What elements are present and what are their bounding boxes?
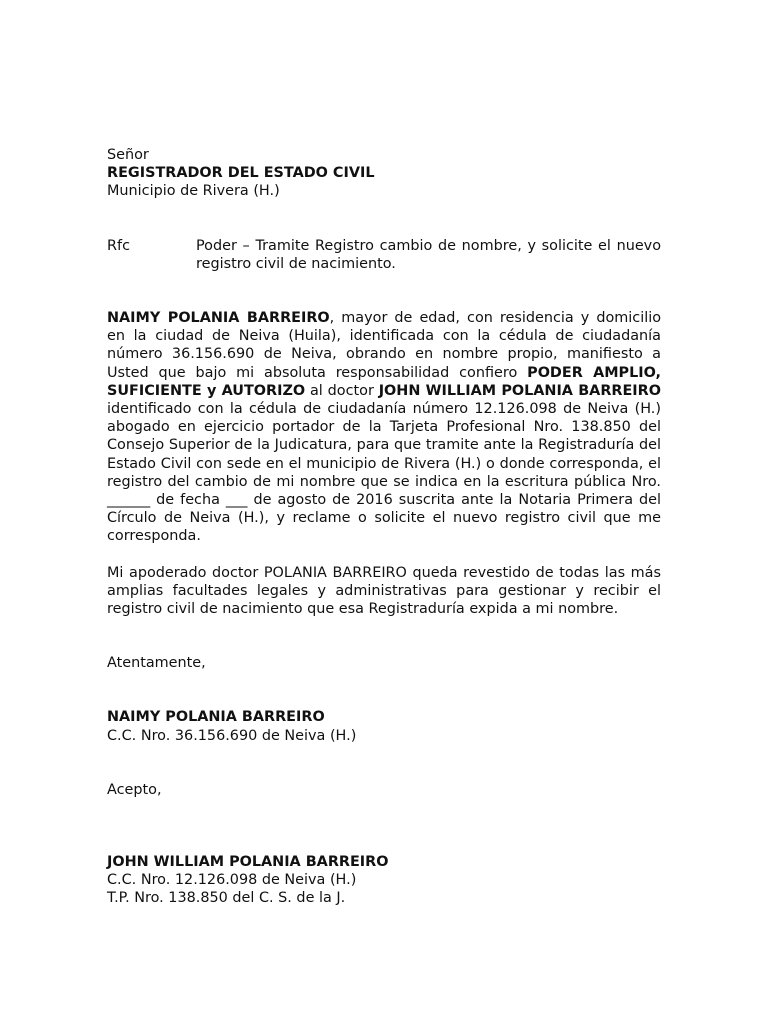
attorney-name: JOHN WILLIAM POLANIA BARREIRO [378, 382, 661, 399]
spacer [107, 618, 661, 654]
salutation: Señor [107, 147, 149, 163]
spacer [107, 546, 661, 564]
spacer [107, 672, 661, 708]
reference-row [107, 237, 661, 273]
spacer [107, 273, 661, 309]
signer2-name: JOHN WILLIAM POLANIA BARREIRO [107, 854, 389, 871]
grantor-name: NAIMY POLANIA BARREIRO [107, 310, 330, 327]
body-text: identificado con la cédula de ciudadanía número 12.126.098 de Neiva (H.) abogado en ejercicio portador de la Tarjeta Profesional Nro. 138.850 del Consejo Superior de la Judicatura, para que tramite ante la Registraduría del Estado Civil con sede en el municipio de Rivera (H.) o donde corresponda, el registro del cambio de mi nombre que se indica en la escritura pública Nro. ______ de fecha ___ de agosto de 2016 suscrita ante la Notaria Primera del Círculo de Neiva (H.), y reclame o solicite el nuevo registro civil que me corresponda. [107, 401, 661, 545]
reference-label: Rfc [107, 237, 130, 254]
accept-label: Acepto, [107, 781, 162, 798]
signer1-id: C.C. Nro. 36.156.690 de Neiva (H.) [107, 727, 357, 744]
signer2-tp: T.P. Nro. 138.850 del C. S. de la J. [107, 890, 346, 907]
power-clause: PODER AMPLIO, SUFICIENTE y AUTORIZO [107, 364, 661, 399]
spacer [107, 799, 661, 835]
body-paragraph-2: Mi apoderado doctor POLANIA BARREIRO queda revestido de todas las más amplias facultades legales y administrativas para gestionar y recibir el registro civil de nacimiento que esa Registraduría expida a mi nombre. [107, 564, 661, 618]
signer1-name: NAIMY POLANIA BARREIRO [107, 709, 325, 726]
body-text: al doctor [305, 382, 379, 399]
spacer [107, 201, 661, 237]
document-page [107, 146, 661, 908]
signer2-id: C.C. Nro. 12.126.098 de Neiva (H.) [107, 872, 357, 889]
recipient-title: REGISTRADOR DEL ESTADO CIVIL [107, 165, 375, 182]
spacer [107, 745, 661, 781]
body-text: , mayor de edad, con residencia y domicilio en la ciudad de Neiva (Huila), identificada con la cédula de ciudadanía número 36.156.690 de Neiva, obrando en nombre propio, manifiesto a Usted que bajo mi absoluta responsabilidad confiero [107, 310, 662, 381]
closing: Atentamente, [107, 655, 206, 672]
reference-text: Poder – Tramite Registro cambio de nombre, y solicite el nuevo registro civil de nacimiento. [196, 237, 661, 272]
recipient-location: Municipio de Rivera (H.) [107, 183, 280, 200]
spacer [107, 835, 661, 853]
body-paragraph-1 [107, 309, 661, 546]
